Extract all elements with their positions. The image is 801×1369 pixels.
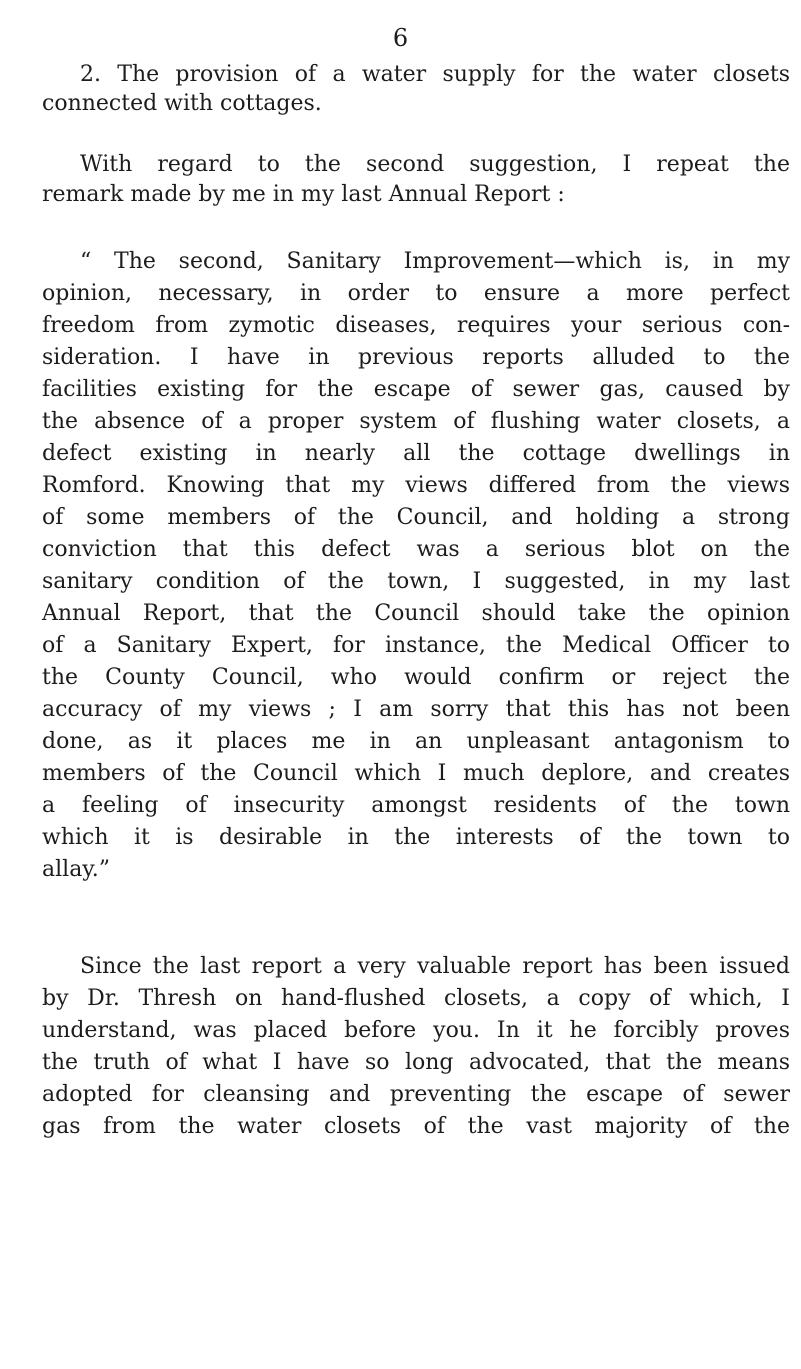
text-line: the absence of a proper system of flushing water closets, a	[42, 409, 790, 434]
text-line: understand, was placed before you. In it he forcibly proves	[42, 1018, 790, 1043]
text-line: the County Council, who would confirm or reject the	[42, 665, 790, 690]
text-line: Since the last report a very valuable report has been issued	[80, 954, 790, 979]
text-line: freedom from zymotic diseases, requires your serious con-	[42, 313, 790, 338]
text-line: Romford. Knowing that my views differed from the views	[42, 473, 790, 498]
text-line: members of the Council which I much deplore, and creates	[42, 761, 790, 786]
text-line: by Dr. Thresh on hand-flushed closets, a copy of which, I	[42, 986, 790, 1011]
text-line: a feeling of insecurity amongst residents of the town	[42, 793, 790, 818]
text-line: of a Sanitary Expert, for instance, the Medical Officer to	[42, 633, 790, 658]
text-line: defect existing in nearly all the cottage dwellings in	[42, 441, 790, 466]
text-line: done, as it places me in an unpleasant antagonism to	[42, 729, 790, 754]
text-line: conviction that this defect was a serious blot on the	[42, 537, 790, 562]
text-line: gas from the water closets of the vast majority of the	[42, 1114, 790, 1139]
text-line: sideration. I have in previous reports alluded to the	[42, 345, 790, 370]
text-line: which it is desirable in the interests of the town to	[42, 825, 790, 850]
text-line: With regard to the second suggestion, I repeat the	[80, 152, 790, 177]
text-line: remark made by me in my last Annual Report :	[42, 182, 565, 207]
text-line: the truth of what I have so long advocated, that the means	[42, 1050, 790, 1075]
text-line: Annual Report, that the Council should take the opinion	[42, 601, 790, 626]
text-line: accuracy of my views ; I am sorry that this has not been	[42, 697, 790, 722]
text-line: connected with cottages.	[42, 91, 322, 116]
text-line: sanitary condition of the town, I suggested, in my last	[42, 569, 790, 594]
text-line: facilities existing for the escape of sewer gas, caused by	[42, 377, 790, 402]
text-line: allay.”	[42, 857, 111, 882]
text-line: “ The second, Sanitary Improvement—which is, in my	[80, 249, 790, 274]
text-line: adopted for cleansing and preventing the escape of sewer	[42, 1082, 790, 1107]
text-line: of some members of the Council, and holding a strong	[42, 505, 790, 530]
text-line: 2. The provision of a water supply for the water closets	[80, 62, 790, 87]
page-number: 6	[392, 24, 409, 52]
text-line: opinion, necessary, in order to ensure a more perfect	[42, 281, 790, 306]
